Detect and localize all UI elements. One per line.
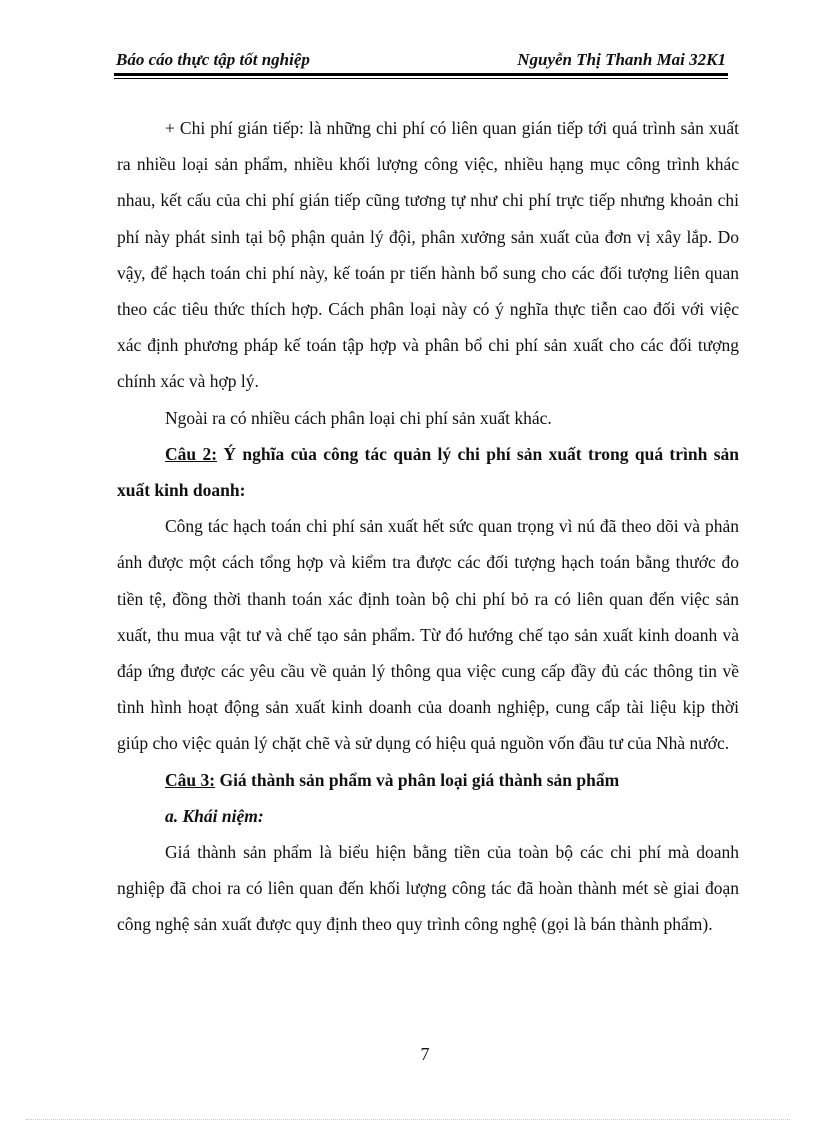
paragraph-product-cost-definition: Giá thành sản phẩm là biểu hiện bằng tiền của toàn bộ các chi phí mà doanh nghiệp đã choi ra có liên quan đến khối lượng công tác đã hoàn thành mét sè giai đoạn công nghệ sản xuất được quy định theo quy trình công nghệ (gọi là bán thành phẩm). — [117, 842, 739, 935]
paragraph-cost-management-significance: Công tác hạch toán chi phí sản xuất hết sức quan trọng vì nú đã theo dõi và phản ánh được một cách tổng hợp và kiểm tra được các đối tượng hạch toán bằng thước đo tiền tệ, đồng thời thanh toán xác định toàn bộ chi phí bỏ ra có liên quan đến việc sản xuất, thu mua vật tư và chế tạo sản phẩm. Từ đó hướng chế tạo sản xuất kinh doanh và đáp ứng được các yêu cầu về quản lý thông qua việc cung cấp đầy đủ các thông tin về tình hình hoạt động sản xuất kinh doanh của doanh nghiệp, cung cấp tài liệu kịp thời giúp cho việc quản lý chặt chẽ và sử dụng có hiệu quả nguồn vốn đầu tư của Nhà nước. — [117, 516, 739, 754]
subheading-concept: a. Khái niệm: — [165, 805, 264, 826]
paragraph-indirect-costs: + Chi phí gián tiếp: là những chi phí có liên quan gián tiếp tới quá trình sản xuất ra nhiều loại sản phẩm, nhiều khối lượng công việc, nhiều hạng mục công trình khác nhau, kết cấu của chi phí gián tiếp cũng tương tự như chi phí trực tiếp nhưng khoản chi phí này phát sinh tại bộ phận quản lý đội, phân xưởng sản xuất của đơn vị xây lắp. Do vậy, để hạch toán chi phí này, kế toán pr tiến hành bổ sung cho các đối tượng liên quan theo các tiêu thức thích hợp. Cách phân loại này có ý nghĩa thực tiễn cao đối với việc xác định phương pháp kế toán tập hợp và phân bổ chi phí sản xuất cho các đối tượng chính xác và hợp lý. — [117, 118, 739, 392]
section-heading-question-3 — [117, 762, 739, 798]
header-author: Nguyễn Thị Thanh Mai 32K1 — [517, 50, 726, 69]
page-number: 7 — [420, 1044, 430, 1064]
header-divider-thin — [114, 78, 728, 79]
header-report-title: Báo cáo thực tập tốt nghiệp — [116, 50, 310, 69]
question-2-label: Câu 2: — [165, 443, 218, 464]
section-heading-question-2 — [117, 436, 739, 508]
paragraph-other-classifications: Ngoài ra có nhiều cách phân loại chi phí sản xuất khác. — [165, 407, 552, 428]
question-3-label: Câu 3: — [165, 769, 216, 790]
question-3-title: Giá thành sản phẩm và phân loại giá thành sản phẩm — [215, 769, 620, 790]
document-body — [117, 110, 739, 943]
page-header — [114, 48, 728, 72]
header-divider — [114, 73, 728, 76]
question-2-title: Ý nghĩa của công tác quản lý chi phí sản xuất trong quá trình sản xuất kinh doanh: — [117, 443, 739, 501]
page-bottom-border — [26, 1119, 790, 1120]
